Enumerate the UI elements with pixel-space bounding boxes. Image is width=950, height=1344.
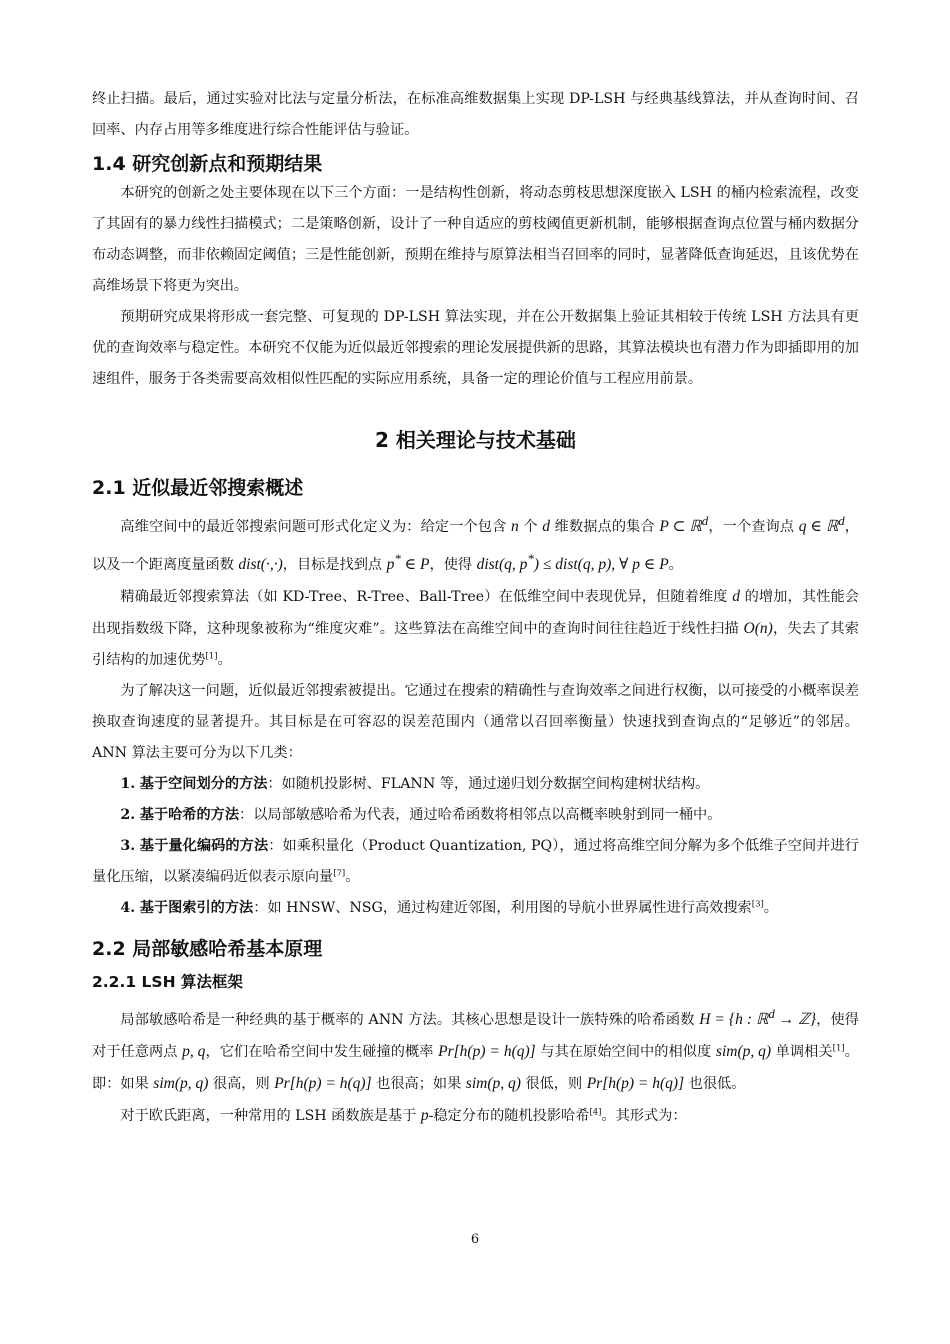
list-item-2 (92, 800, 859, 831)
list-number: 3. (120, 838, 136, 855)
math-hash-family-right: → ℤ} (774, 1011, 817, 1029)
text-span: 对于欧氏距离，一种常用的 LSH 函数族是基于 (120, 1108, 417, 1125)
text-span: 。 (668, 557, 683, 574)
list-item-3 (92, 831, 859, 893)
chapter-2-title: 2 相关理论与技术基础 (375, 428, 576, 452)
text-span: 。其形式为： (601, 1108, 687, 1125)
text-span: ，使得 (429, 557, 473, 574)
section-2-1-paragraph-1 (92, 505, 859, 581)
text-span: 精确最近邻搜索算法（如 KD-Tree、R-Tree、Ball-Tree）在低维空间中表现优异，但随着维度 (120, 589, 728, 606)
text-span: ，失去了其索引结构的加速优势 (92, 621, 859, 669)
math-collision-prob: Pr[h(p) = h(q)] (274, 1075, 372, 1093)
list-item-4 (92, 893, 859, 924)
citation: [3] (751, 899, 764, 910)
list-body: ：如随机投影树、FLANN 等，通过递归划分数据空间构建树状结构。 (267, 776, 710, 793)
text-span: 很低，则 (525, 1076, 583, 1093)
section-2-2-paragraph-2 (92, 1100, 859, 1132)
document-page (92, 84, 859, 1132)
section-1-4-title: 1.4 研究创新点和预期结果 (92, 153, 323, 175)
subsection-2-2-1-title: 2.2.1 LSH 算法框架 (92, 973, 243, 992)
text-span: 高维空间中的最近邻搜索问题可形式化定义为：给定一个包含 (120, 519, 507, 536)
text-span: 的增加，其性能会出现指数级下降，这种现象被称为“维度灾难”。这些算法在高维空间中的查询时间往往趋近于线性扫描 (92, 589, 859, 638)
math-n: n (511, 518, 519, 536)
section-2-1-paragraph-2 (92, 581, 859, 676)
math-hash-family-left: H = {h : ℝ (699, 1011, 769, 1029)
text-span: 也很高；如果 (376, 1076, 462, 1093)
math-ineq-right: ) ≤ dist(q, p), ∀ p ∈ P (533, 556, 669, 574)
math-ineq-left: dist(q, p (476, 556, 528, 574)
text-span: 也很低。 (688, 1076, 746, 1093)
citation: [7] (333, 868, 346, 879)
math-sup-d: d (701, 513, 709, 528)
citation: [1] (832, 1043, 845, 1054)
math-dist-function: dist(·,·) (238, 556, 283, 574)
math-big-o: O(n) (743, 620, 773, 638)
text-span: 。 (763, 900, 778, 917)
section-2-1-paragraph-3: 为了解决这一问题，近似最近邻搜索被提出。它通过在搜索的精确性与查询效率之间进行权衡，以可接受的小概率误差换取查询速度的显著提升。其目标是在可容忍的误差范围内（通常以召回率衡量）快速找到查询点的“足够近”的邻居。ANN 算法主要可分为以下几类： (92, 683, 859, 762)
text-span: 。 (217, 652, 232, 669)
math-set-P (659, 513, 709, 536)
math-collision-prob: Pr[h(p) = h(q)] (586, 1075, 685, 1093)
list-heading: 基于哈希的方法 (139, 807, 240, 824)
list-body: ：如 HNSW、NSG，通过构建近邻图，利用图的导航小世界属性进行高效搜索 (253, 900, 752, 917)
text-span: ，使得对于任意两点 (92, 1012, 859, 1061)
math-star: * (527, 551, 534, 567)
text-span: 个 (523, 519, 538, 536)
text-span: ，一个查询点 (708, 519, 795, 536)
math-inequality (476, 551, 669, 574)
intro-paragraph: 终止扫描。最后，通过实验对比法与定量分析法，在标准高维数据集上实现 DP-LSH 与经典基线算法，并从查询时间、召回率、内存占用等多维度进行综合性能评估与验证。 (92, 91, 859, 138)
math-query-q-body: q ∈ ℝ (798, 518, 839, 536)
list-heading: 基于图索引的方法 (139, 900, 254, 917)
text-span: 与其在原始空间中的相似度 (540, 1044, 712, 1061)
text-span: 很高，则 (212, 1076, 270, 1093)
section-2-1-title: 2.1 近似最近邻搜索概述 (92, 477, 304, 499)
list-number: 4. (120, 900, 136, 917)
list-heading: 基于空间划分的方法 (139, 776, 268, 793)
math-p: p (386, 556, 395, 574)
math-similarity: sim(p, q) (465, 1075, 521, 1093)
math-p: p (420, 1107, 429, 1125)
section-2-2-paragraph-1 (92, 998, 859, 1100)
section-1-4-paragraph-1: 本研究的创新之处主要体现在以下三个方面：一是结构性创新，将动态剪枝思想深度嵌入 LSH 的桶内检索流程，改变了其固有的暴力线性扫描模式；二是策略创新，设计了一种自适应的剪枝阈值更新机制，能够根据查询点位置与桶内数据分布动态调整，而非依赖固定阈值；三是性能创新，预期在维持与原算法相当召回率的同时，显著降低查询延迟，且该优势在高维场景下将更为突出。 (92, 185, 859, 294)
math-query-q (798, 513, 845, 536)
text-span: 单调相关 (775, 1044, 833, 1061)
list-body: ：如乘积量化（Product Quantization, PQ），通过将高维空间分解为多个低维子空间并进行量化压缩，以紧凑编码近似表示原向量 (92, 838, 859, 886)
math-sup-d: d (768, 1006, 775, 1022)
citation: [4] (589, 1107, 602, 1118)
math-similarity: sim(p, q) (153, 1075, 209, 1093)
math-in-P: ∈ P (400, 556, 430, 574)
text-span: ，目标是找到点 (282, 557, 383, 574)
text-span: -稳定分布的随机投影哈希 (428, 1108, 590, 1125)
citation: [1] (205, 651, 218, 662)
page-number: 6 (470, 1232, 480, 1247)
text-span: 。 (345, 869, 360, 886)
text-span: 。即：如果 (92, 1044, 859, 1093)
math-star: * (394, 551, 401, 567)
list-heading: 基于量化编码的方法 (139, 838, 269, 855)
list-item-1 (92, 769, 859, 800)
list-body: ：以局部敏感哈希为代表，通过哈希函数将相邻点以高概率映射到同一桶中。 (239, 807, 722, 824)
section-1-4-paragraph-2: 预期研究成果将形成一套完整、可复现的 DP-LSH 算法实现，并在公开数据集上验证其相较于传统 LSH 方法具有更优的查询效率与稳定性。本研究不仅能为近似最近邻搜索的理论发展提供新的思路，其算法模块也有潜力作为即插即用的加速组件，服务于各类需要高效相似性匹配的实际应用系统，具备一定的理论价值与工程应用前景。 (92, 309, 859, 387)
list-number: 1. (120, 776, 136, 793)
math-d: d (732, 588, 740, 606)
section-2-2-title: 2.2 局部敏感哈希基本原理 (92, 938, 323, 961)
math-similarity: sim(p, q) (715, 1043, 772, 1061)
math-p-star (386, 551, 430, 574)
text-span: ，它们在哈希空间中发生碰撞的概率 (205, 1044, 434, 1061)
text-span: 维数据点的集合 (554, 519, 655, 536)
math-sup-d: d (838, 513, 845, 528)
text-span: 局部敏感哈希是一种经典的基于概率的 ANN 方法。其核心思想是设计一族特殊的哈希函数 (120, 1012, 695, 1029)
math-d: d (542, 518, 551, 536)
math-hash-family (699, 1006, 817, 1029)
text-span: ，以及一个距离度量函数 (92, 519, 859, 574)
list-number: 2. (120, 807, 136, 824)
math-points-pq: p, q (182, 1043, 206, 1061)
math-collision-prob: Pr[h(p) = h(q)] (438, 1043, 536, 1061)
math-set-P-body: P ⊂ ℝ (659, 518, 702, 536)
